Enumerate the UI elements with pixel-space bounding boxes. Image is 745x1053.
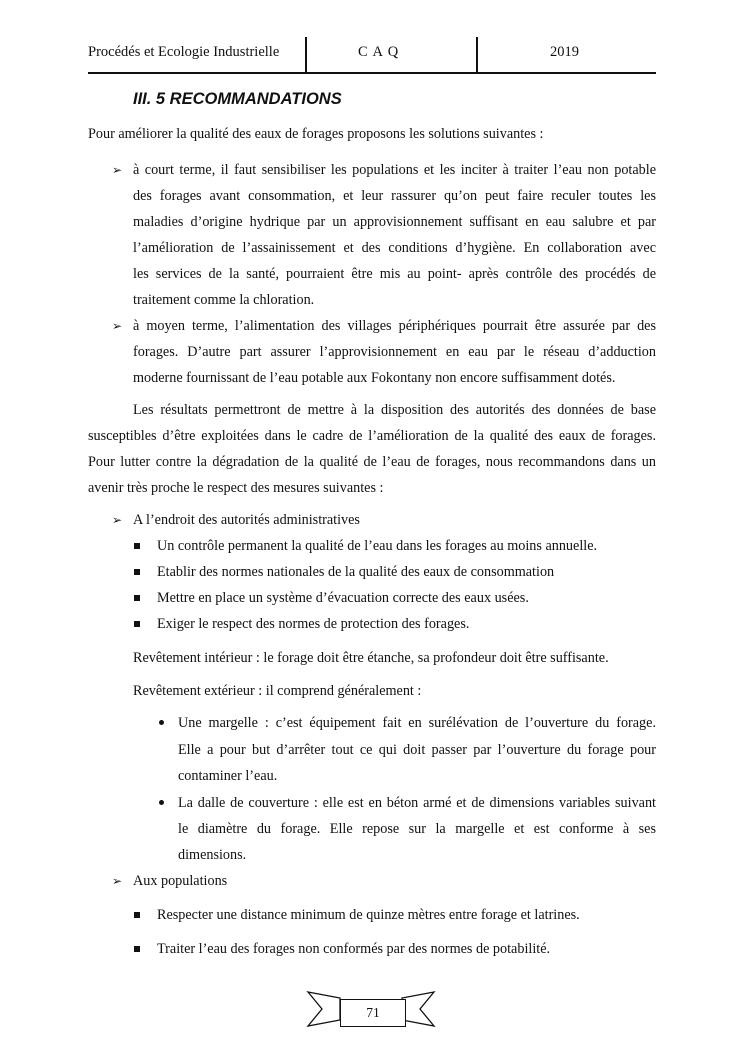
paragraph-line: Pour lutter contre la dégradation de la qualité de l’eau de forages, nous recommandons dans un — [88, 454, 656, 470]
solution-line: à moyen terme, l’alimentation des villages périphériques pourrait être assurée par des — [133, 318, 656, 334]
square-bullet-icon — [134, 595, 140, 601]
square-bullet-icon — [134, 569, 140, 575]
exterior-text: Revêtement extérieur : il comprend généralement : — [133, 683, 422, 699]
arrow-bullet-icon: ➢ — [112, 163, 123, 177]
list-item: Un contrôle permanent la qualité de l’eau dans les forages au moins annuelle. — [157, 538, 598, 554]
header-center: C A Q — [358, 44, 400, 60]
arrow-bullet-icon: ➢ — [112, 319, 123, 333]
list-item: Traiter l’eau des forages non conformés par des normes de potabilité. — [157, 941, 551, 957]
square-bullet-icon — [134, 621, 140, 627]
exterior-item-line: Elle a pour but d’arrêter tout ce qui doit passer par l’ouverture du forage pour — [178, 742, 656, 758]
list-item: Mettre en place un système d’évacuation correcte des eaux usées. — [157, 590, 529, 606]
solution-line: l’amélioration de l’assainissement et des conditions d’hygiène. En collaboration avec — [133, 240, 656, 256]
paragraph-line: Les résultats permettront de mettre à la disposition des autorités des données de base — [133, 402, 656, 418]
header-left: Procédés et Ecologie Industrielle — [88, 44, 280, 60]
intro-text: Pour améliorer la qualité des eaux de forages proposons les solutions suivantes : — [88, 126, 544, 142]
paragraph-line: susceptibles d’être exploitées dans le cadre de l’amélioration de la qualité des eaux de forages. — [88, 428, 656, 444]
solution-line: traitement comme la chloration. — [133, 292, 315, 308]
exterior-item-line: contaminer l’eau. — [178, 768, 278, 784]
list-item: Etablir des normes nationales de la qualité des eaux de consommation — [157, 564, 555, 580]
list-item: Respecter une distance minimum de quinze mètres entre forage et latrines. — [157, 907, 580, 923]
interior-text: Revêtement intérieur : le forage doit être étanche, sa profondeur doit être suffisante. — [133, 650, 609, 666]
header-divider — [305, 37, 307, 73]
square-bullet-icon — [134, 912, 140, 918]
header-divider — [476, 37, 478, 73]
arrow-bullet-icon: ➢ — [112, 874, 123, 888]
exterior-item-line: Une margelle : c’est équipement fait en surélévation de l’ouverture du forage. — [178, 715, 656, 731]
solution-line: les services de la santé, pourraient être mis au point- après contrôle des procédés de — [133, 266, 656, 282]
exterior-item-line: La dalle de couverture : elle est en béton armé et de dimensions variables suivant — [178, 795, 656, 811]
header-rule — [88, 72, 656, 74]
solution-line: moderne fournissant de l’eau potable aux Fokontany non encore suffisamment dotés. — [133, 370, 616, 386]
exterior-item-line: le diamètre du forage. Elle repose sur la margelle et est conforme à ses — [178, 821, 656, 837]
page-number: 71 — [340, 999, 406, 1027]
solution-line: à court terme, il faut sensibiliser les populations et les inciter à traiter l’eau non potable — [133, 162, 656, 178]
header-right: 2019 — [550, 44, 579, 60]
populations-label: Aux populations — [133, 873, 228, 889]
exterior-item-line: dimensions. — [178, 847, 247, 863]
solution-line: forages. D’autre part assurer l’approvisionnement en eau par le réseau d’adduction — [133, 344, 656, 360]
arrow-bullet-icon: ➢ — [112, 513, 123, 527]
page-header — [88, 34, 656, 72]
round-bullet-icon — [159, 800, 164, 805]
list-item: Exiger le respect des normes de protection des forages. — [157, 616, 470, 632]
solution-line: des forages avant consommation, et leur rassurer qu’on peut faire reculer toutes les — [133, 188, 656, 204]
square-bullet-icon — [134, 946, 140, 952]
authorities-label: A l’endroit des autorités administratives — [133, 512, 360, 528]
round-bullet-icon — [159, 720, 164, 725]
square-bullet-icon — [134, 543, 140, 549]
solution-line: maladies d’origine hydrique par un approvisionnement suffisant en eau salubre et par — [133, 214, 656, 230]
paragraph-line: avenir très proche le respect des mesures suivantes : — [88, 480, 384, 496]
section-title: III. 5 RECOMMANDATIONS — [133, 90, 342, 108]
